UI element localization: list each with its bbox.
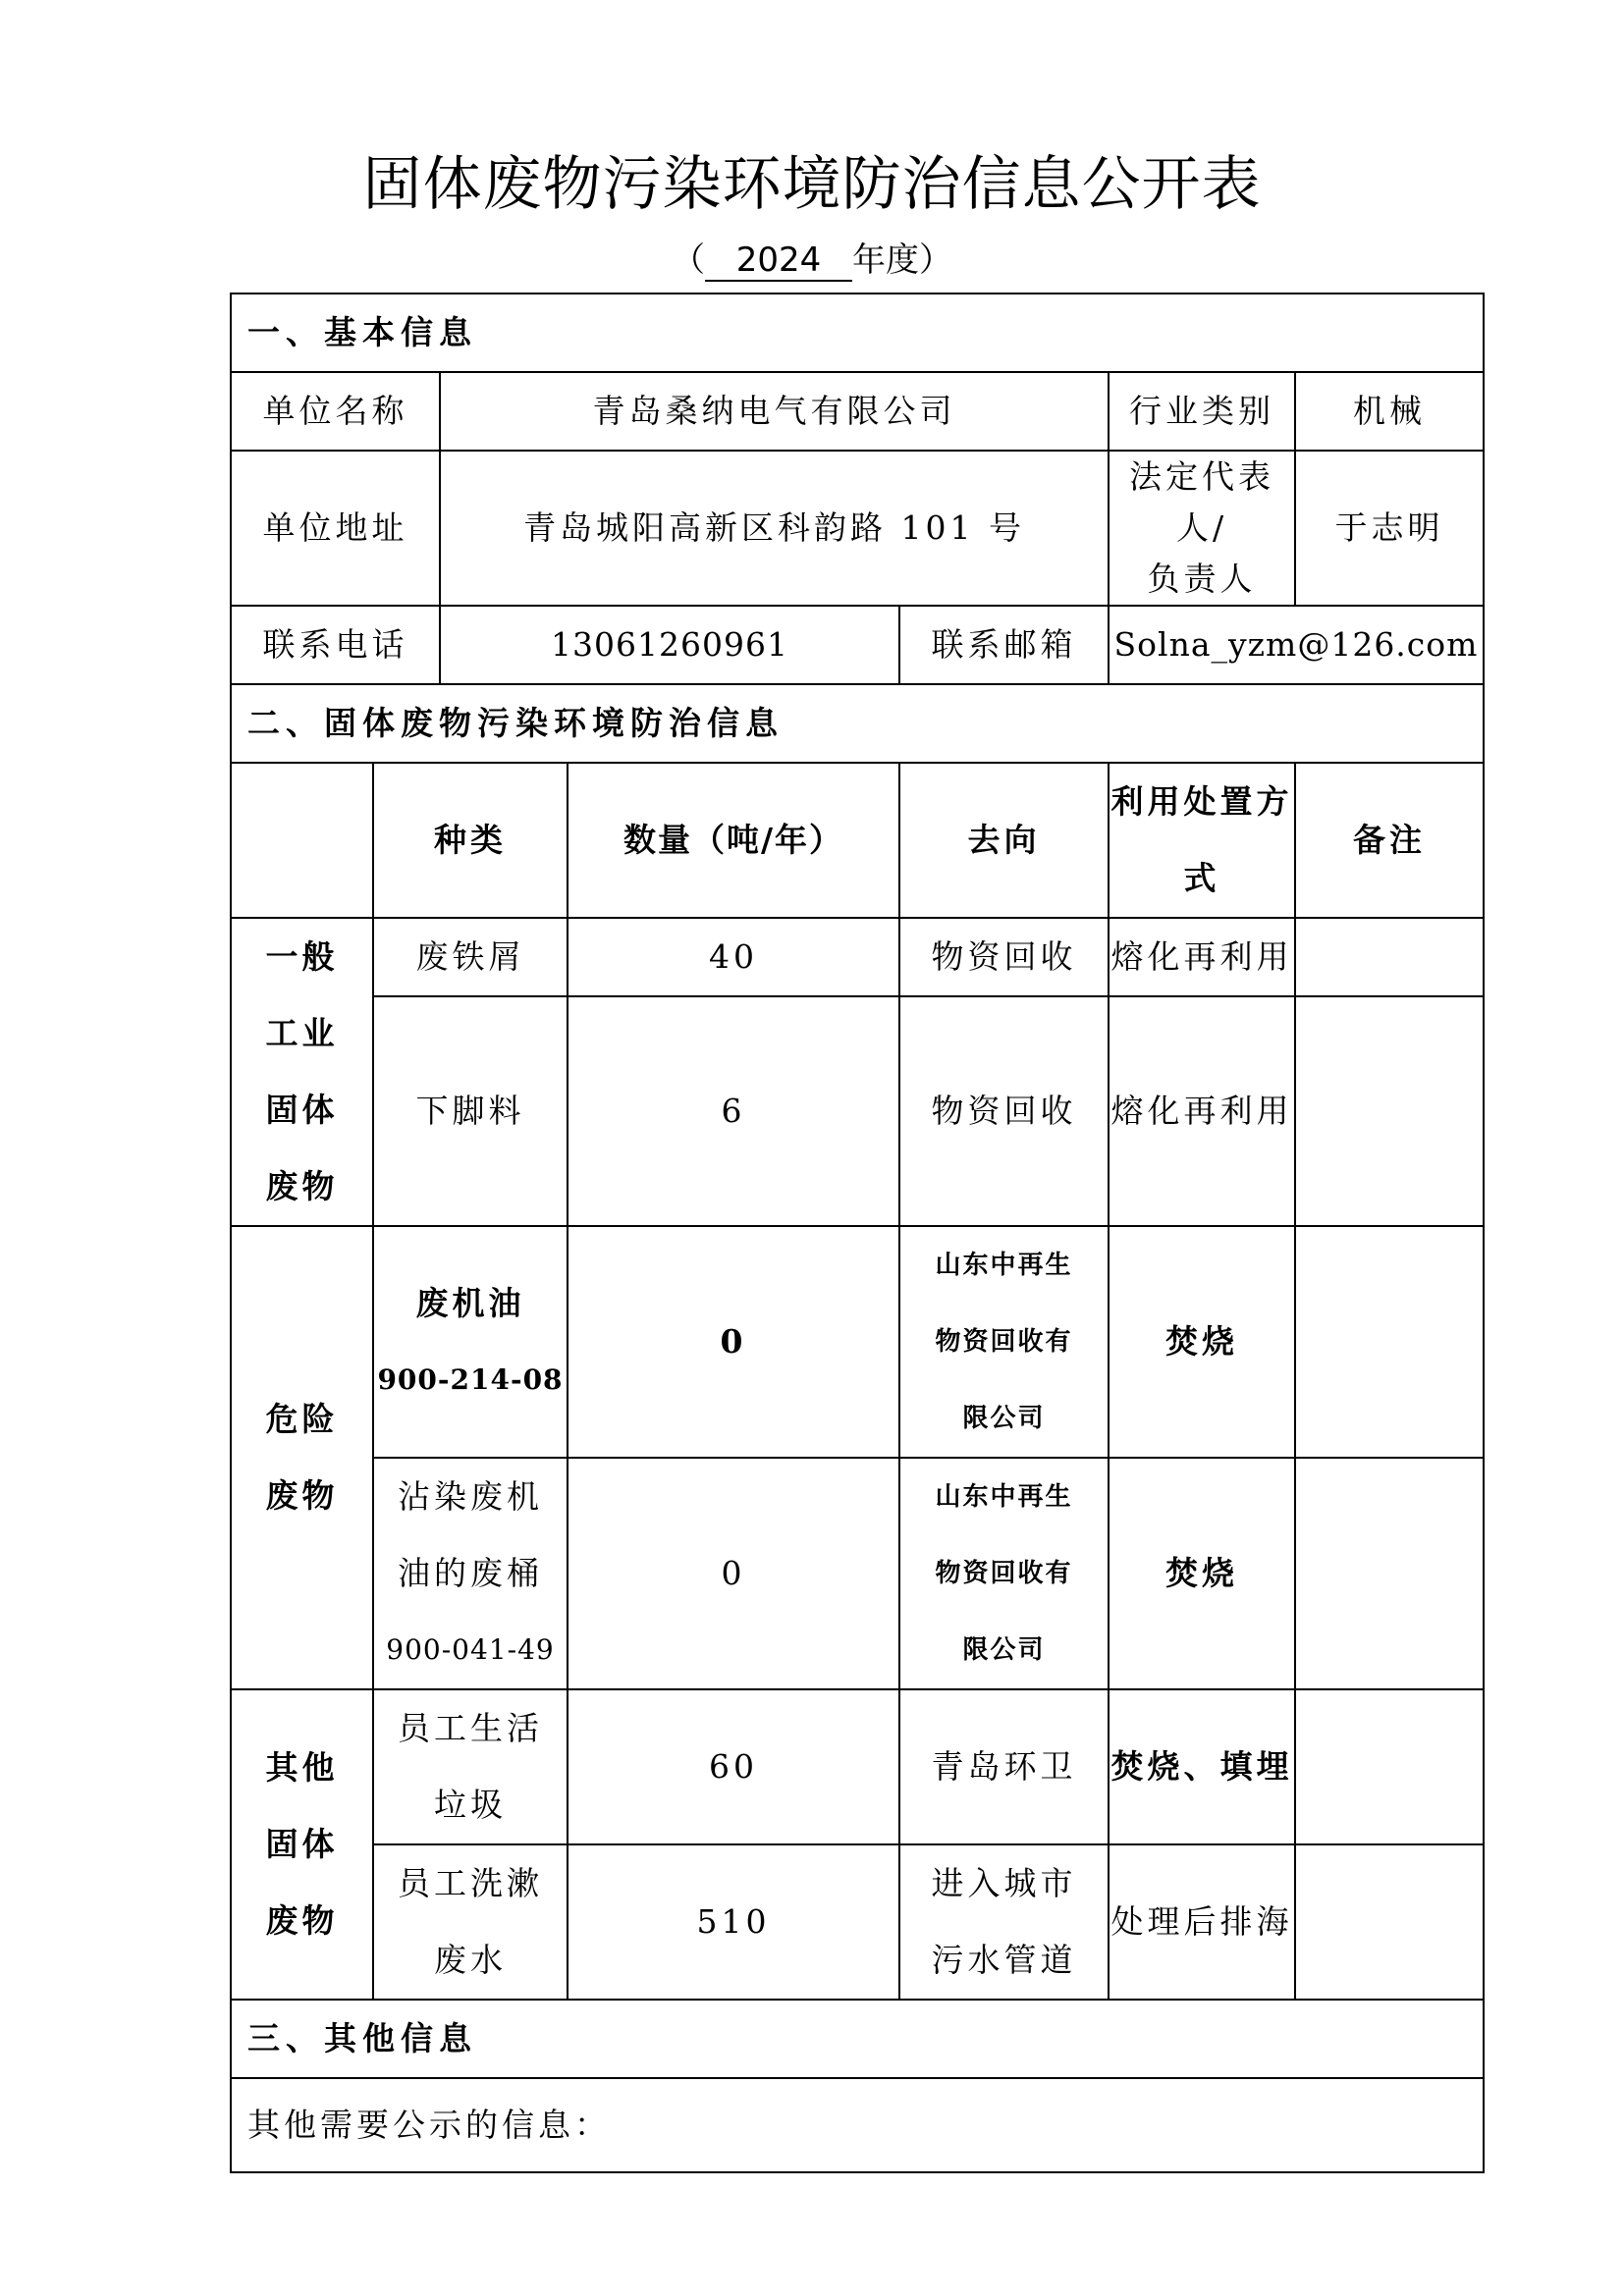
waste-destination: 山东中再生 物资回收有 限公司: [899, 1226, 1109, 1458]
waste-destination: 物资回收: [899, 918, 1109, 996]
phone-label: 联系电话: [231, 606, 440, 684]
waste-remark: [1295, 1226, 1484, 1458]
waste-type: 员工生活 垃圾: [373, 1689, 568, 1844]
email-label: 联系邮箱: [899, 606, 1109, 684]
table-row: [231, 1458, 1484, 1689]
waste-quantity: 40: [568, 918, 899, 996]
address-value: 青岛城阳高新区科韵路 101 号: [440, 451, 1109, 606]
unit-name-value: 青岛桑纳电气有限公司: [440, 372, 1109, 451]
phone-value: 13061260961: [440, 606, 899, 684]
waste-type: 沾染废机 油的废桶 900-041-49: [373, 1458, 568, 1689]
year-open-paren: （: [672, 240, 705, 280]
col-header-quantity: 数量（吨/年）: [568, 763, 899, 918]
email-value: Solna_yzm@126.com: [1109, 606, 1484, 684]
category-hazardous: 危险 废物: [231, 1226, 373, 1689]
waste-type: 下脚料: [373, 996, 568, 1226]
other-info-field: 其他需要公示的信息：: [231, 2078, 1484, 2172]
page-title: 固体废物污染环境防治信息公开表: [362, 150, 1262, 219]
waste-disposal: 焚烧: [1109, 1458, 1295, 1689]
waste-quantity: 510: [568, 1844, 899, 2000]
category-other-solid: 其他 固体 废物: [231, 1689, 373, 2000]
waste-disposal: 焚烧: [1109, 1226, 1295, 1458]
section1-heading: 一、基本信息: [231, 294, 1484, 372]
section2-heading: 二、固体废物污染环境防治信息: [231, 684, 1484, 763]
table-row: [231, 1844, 1484, 2000]
col-header-destination: 去向: [899, 763, 1109, 918]
report-year: [0, 238, 1624, 283]
industry-label: 行业类别: [1109, 372, 1295, 451]
legal-rep-label: [1109, 451, 1295, 606]
waste-destination: 山东中再生 物资回收有 限公司: [899, 1458, 1109, 1689]
waste-quantity: 6: [568, 996, 899, 1226]
waste-disposal: 熔化再利用: [1109, 918, 1295, 996]
waste-destination: 青岛环卫: [899, 1689, 1109, 1844]
waste-type: 员工洗漱 废水: [373, 1844, 568, 2000]
legal-rep-value: 于志明: [1295, 451, 1484, 606]
waste-destination: 物资回收: [899, 996, 1109, 1226]
table-row: [231, 918, 1484, 996]
waste-destination: 进入城市 污水管道: [899, 1844, 1109, 2000]
waste-type: 废机油 900-214-08: [373, 1226, 568, 1458]
table-row: [231, 1226, 1484, 1458]
col-header-category: [231, 763, 373, 918]
unit-name-label: 单位名称: [231, 372, 440, 451]
year-suffix: 年度）: [852, 240, 952, 280]
table-row: [231, 996, 1484, 1226]
table-row: [231, 1689, 1484, 1844]
col-header-disposal: 利用处置方式: [1109, 763, 1295, 918]
category-general-industrial: 一般 工业 固体 废物: [231, 918, 373, 1226]
legal-rep-label-line2: 负责人: [1147, 560, 1257, 598]
waste-remark: [1295, 1844, 1484, 2000]
address-label: 单位地址: [231, 451, 440, 606]
waste-type: 废铁屑: [373, 918, 568, 996]
waste-quantity: 0: [568, 1458, 899, 1689]
waste-remark: [1295, 996, 1484, 1226]
waste-remark: [1295, 1458, 1484, 1689]
legal-rep-label-line1: 法定代表人/: [1129, 457, 1274, 547]
year-value: 2024: [705, 240, 852, 282]
section3-heading: 三、其他信息: [231, 2000, 1484, 2078]
waste-remark: [1295, 918, 1484, 996]
waste-disposal: 焚烧、填埋: [1109, 1689, 1295, 1844]
waste-quantity: 60: [568, 1689, 899, 1844]
col-header-type: 种类: [373, 763, 568, 918]
waste-remark: [1295, 1689, 1484, 1844]
col-header-remark: 备注: [1295, 763, 1484, 918]
waste-disposal: 处理后排海: [1109, 1844, 1295, 2000]
waste-disposal: 熔化再利用: [1109, 996, 1295, 1226]
industry-value: 机械: [1295, 372, 1484, 451]
disclosure-table: [230, 293, 1485, 2173]
waste-quantity: 0: [568, 1226, 899, 1458]
